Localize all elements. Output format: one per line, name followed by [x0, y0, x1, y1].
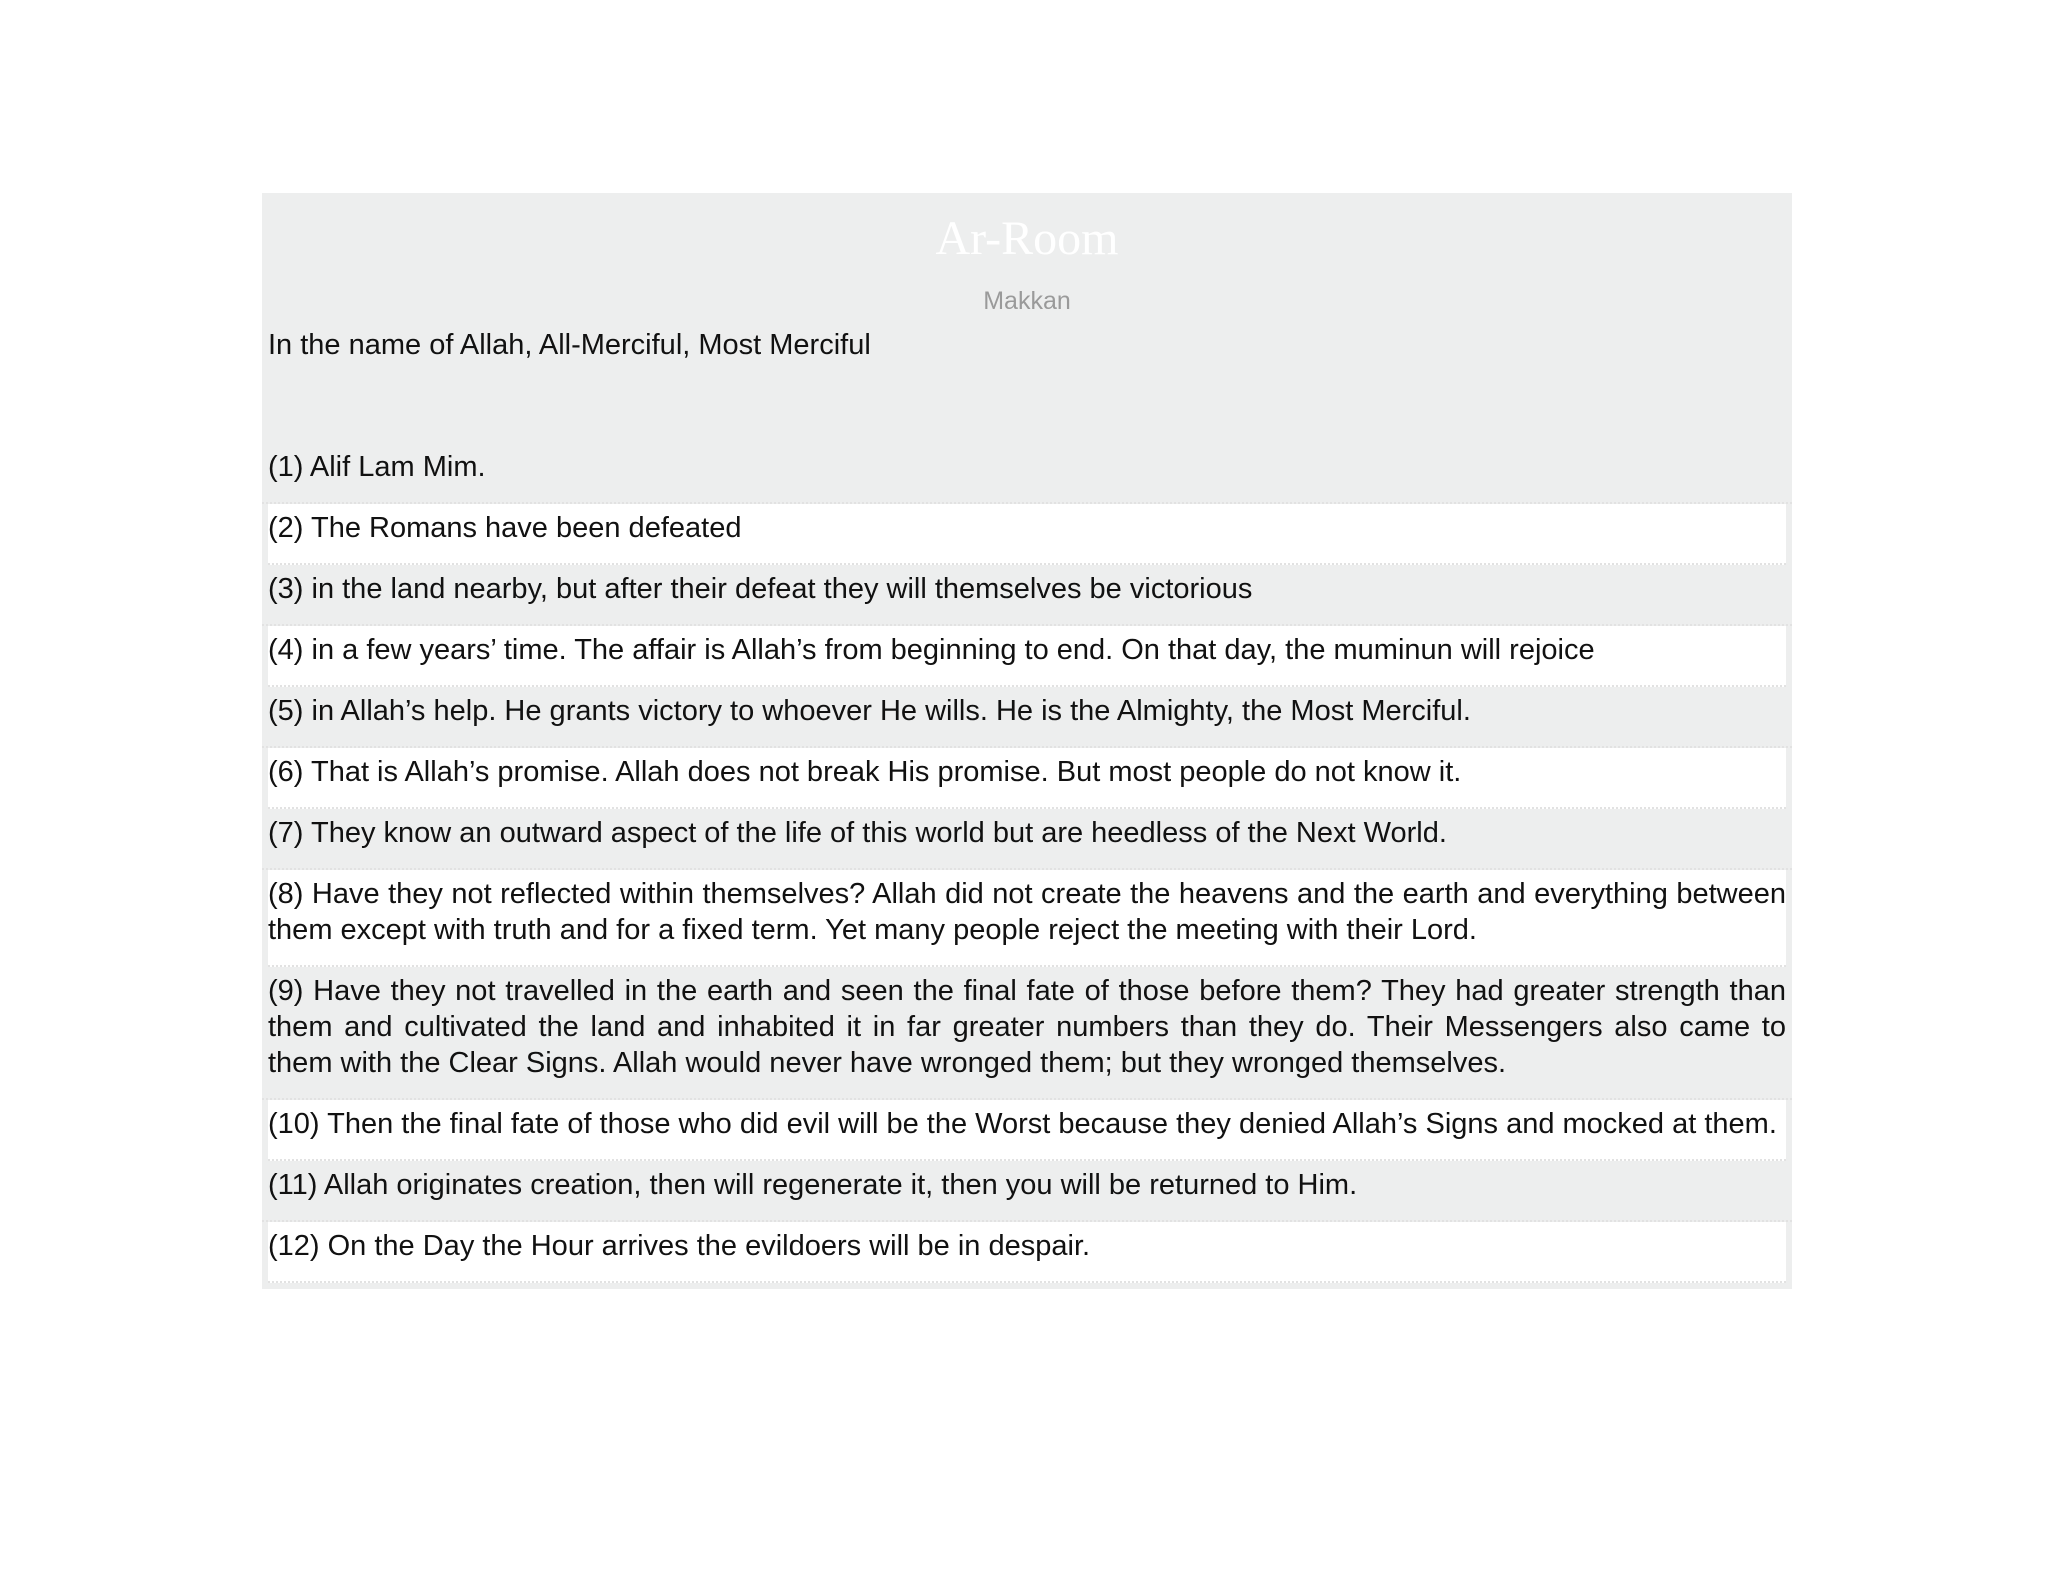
verse-item	[262, 967, 1792, 1100]
verse-item	[268, 748, 1786, 809]
verse-text: (10) Then the final fate of those who did evil will be the Worst because they denied Allah’s Signs and mocked at them.	[268, 1108, 1777, 1140]
verse-item	[268, 1100, 1786, 1161]
verse-text: (4) in a few years’ time. The affair is Allah’s from beginning to end. On that day, the muminun will rejoice	[268, 634, 1595, 666]
verse-item	[262, 443, 1792, 504]
verse-text: (11) Allah originates creation, then will regenerate it, then you will be returned to Him.	[268, 1169, 1358, 1201]
verse-text: (7) They know an outward aspect of the life of this world but are heedless of the Next World.	[268, 817, 1447, 849]
verse-text: (6) That is Allah’s promise. Allah does not break His promise. But most people do not know it.	[268, 756, 1462, 788]
surah-revelation-type: Makkan	[983, 287, 1071, 315]
verse-item	[262, 809, 1792, 870]
verse-item	[262, 687, 1792, 748]
verse-text: (2) The Romans have been defeated	[268, 512, 742, 544]
verse-item	[262, 565, 1792, 626]
verse-text: (12) On the Day the Hour arrives the evildoers will be in despair.	[268, 1230, 1091, 1262]
surah-header	[262, 193, 1792, 361]
verse-item	[268, 1222, 1786, 1283]
verse-text: (1) Alif Lam Mim.	[268, 451, 486, 483]
verse-item	[262, 1161, 1792, 1222]
surah-page	[262, 193, 1792, 1289]
surah-title: Ar-Room	[935, 212, 1119, 265]
verse-text: (9) Have they not travelled in the earth and seen the final fate of those before them? They had greater strength than them and cultivated the land and inhabited it in far greater numbers than they do. Their Messengers also came to them with the Clear Signs. Allah would never have wronged them; but they wronged themselves.	[268, 975, 1786, 1079]
bismillah: In the name of Allah, All-Merciful, Most Merciful	[268, 329, 871, 361]
verse-text: (8) Have they not reflected within themselves? Allah did not create the heavens and the earth and everything between them except with truth and for a fixed term. Yet many people reject the meeting with their Lord.	[268, 878, 1786, 946]
verse-item	[268, 870, 1786, 967]
verse-text: (5) in Allah’s help. He grants victory to whoever He wills. He is the Almighty, the Most Merciful.	[268, 695, 1471, 727]
verse-text: (3) in the land nearby, but after their defeat they will themselves be victorious	[268, 573, 1253, 605]
verse-list	[262, 443, 1792, 1283]
verse-item	[268, 504, 1786, 565]
verse-item	[268, 626, 1786, 687]
